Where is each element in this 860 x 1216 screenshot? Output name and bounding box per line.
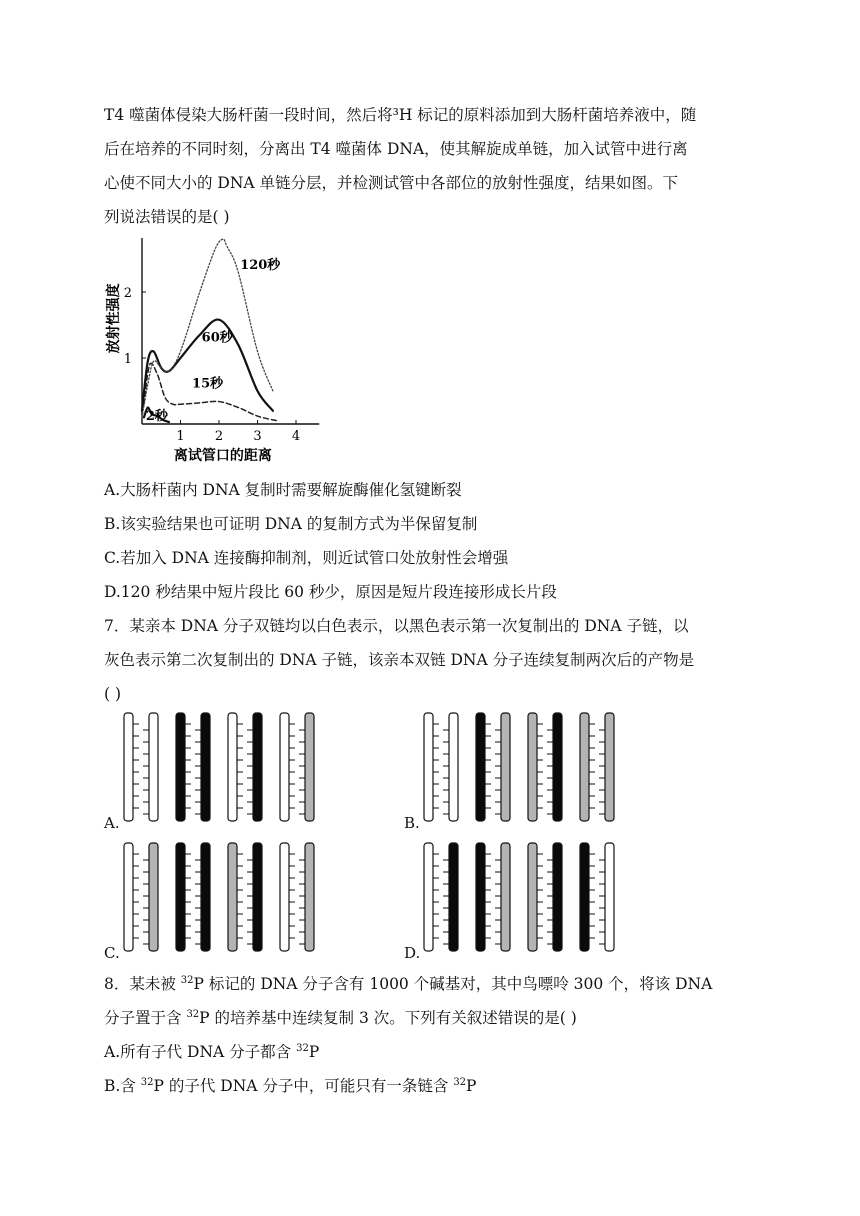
dna-strand-gray	[228, 843, 237, 951]
dna-strand-white	[424, 713, 433, 821]
dna-strand-black	[253, 843, 262, 951]
q7-stem-line-1: 7．某亲本 DNA 分子双链均以白色表示，以黑色表示第一次复制出的 DNA 子链，以	[104, 617, 689, 635]
q6-option-a: A.大肠杆菌内 DNA 复制时需要解旋酶催化氢键断裂	[104, 481, 462, 499]
q7-option-label: C.	[104, 944, 120, 962]
q6-stem-line-4: 列说法错误的是( )	[104, 208, 230, 226]
dna-molecule	[476, 843, 510, 951]
dna-strand-white	[280, 843, 289, 951]
q6-stem-line-3: 心使不同大小的 DNA 单链分层，并检测试管中各部位的放射性强度，结果如图。下	[104, 174, 679, 192]
dna-strand-black	[476, 843, 485, 951]
q7-stem-line-2: 灰色表示第二次复制出的 DNA 子链，该亲本双链 DNA 分子连续复制两次后的产物是	[104, 651, 695, 669]
x-tick-label: 4	[291, 429, 301, 444]
q8-stem-line-2: 分子置于含 $^{32}$P 的培养基中连续复制 3 次。下列有关叙述错误的是( )	[104, 1009, 577, 1027]
dna-strand-black	[176, 713, 185, 821]
dna-molecule	[424, 713, 458, 821]
dna-molecule	[476, 713, 510, 821]
series-label-2秒: 2秒	[145, 409, 168, 425]
dna-strand-black	[176, 843, 185, 951]
series-label-60秒: 60秒	[201, 330, 233, 346]
dna-molecule	[280, 713, 314, 821]
dna-strand-white	[424, 843, 433, 951]
x-axis-label: 离试管口的距离	[173, 448, 272, 464]
dna-molecule	[528, 843, 562, 951]
dna-strand-gray	[605, 713, 614, 821]
q7-option-figure	[122, 712, 316, 824]
dna-molecule	[424, 843, 458, 951]
dna-strand-black	[201, 713, 210, 821]
dna-strand-gray	[305, 713, 314, 821]
dna-strand-white	[280, 713, 289, 821]
q7-option-figure	[422, 712, 616, 824]
dna-strand-gray	[501, 843, 510, 951]
series-label-15秒: 15秒	[192, 376, 224, 392]
chart-axes	[105, 238, 319, 464]
dna-molecule	[580, 843, 614, 951]
dna-molecule	[228, 843, 262, 951]
dna-strand-gray	[149, 843, 158, 951]
y-tick-label: 1	[123, 352, 132, 367]
radioactivity-chart	[98, 238, 330, 470]
dna-molecule	[176, 843, 210, 951]
q7-option-label: D.	[404, 944, 421, 962]
dna-strand-gray	[305, 843, 314, 951]
dna-strand-black	[476, 713, 485, 821]
q7-option-label: B.	[404, 814, 420, 832]
dna-strand-black	[553, 713, 562, 821]
q7-option-figure	[122, 842, 316, 954]
dna-molecule	[280, 843, 314, 951]
q8-stem-line-1: 8．某未被 $^{32}$P 标记的 DNA 分子含有 1000 个碱基对，其中鸟嘌呤 300 个，将该 DNA	[104, 975, 713, 993]
dna-strand-gray	[501, 713, 510, 821]
dna-strand-white	[124, 713, 133, 821]
q6-option-b: B.该实验结果也可证明 DNA 的复制方式为半保留复制	[104, 515, 478, 533]
dna-molecule	[176, 713, 210, 821]
y-tick-label: 2	[123, 286, 132, 301]
dna-strand-gray	[580, 713, 589, 821]
dna-strand-black	[201, 843, 210, 951]
dna-strand-gray	[528, 843, 537, 951]
dna-strand-white	[605, 843, 614, 951]
x-tick-label: 1	[176, 429, 185, 444]
x-tick-label: 3	[253, 429, 262, 444]
q8-option-b: B.含 $^{32}$P 的子代 DNA 分子中，可能只有一条链含 $^{32}$P	[104, 1077, 477, 1095]
q6-stem-line-2: 后在培养的不同时刻，分离出 T4 噬菌体 DNA，使其解旋成单链，加入试管中进行离	[104, 140, 688, 158]
dna-strand-black	[253, 713, 262, 821]
dna-strand-black	[580, 843, 589, 951]
dna-strand-black	[449, 843, 458, 951]
dna-molecule	[580, 713, 614, 821]
series-label-120秒: 120秒	[240, 257, 281, 273]
dna-molecule	[124, 713, 158, 821]
q7-option-figure	[422, 842, 616, 954]
dna-molecule	[124, 843, 158, 951]
q6-option-d: D.120 秒结果中短片段比 60 秒少，原因是短片段连接形成长片段	[104, 583, 557, 601]
y-axis-label: 放射性强度	[106, 283, 122, 354]
dna-strand-white	[124, 843, 133, 951]
x-tick-label: 2	[214, 429, 224, 444]
q7-option-label: A.	[104, 814, 120, 832]
dna-molecule	[528, 713, 562, 821]
dna-strand-white	[149, 713, 158, 821]
dna-strand-white	[449, 713, 458, 821]
q6-stem-line-1: T4 噬菌体侵染大肠杆菌一段时间，然后将³H 标记的原料添加到大肠杆菌培养液中，随	[104, 106, 697, 124]
q6-option-c: C.若加入 DNA 连接酶抑制剂，则近试管口处放射性会增强	[104, 549, 509, 567]
q8-option-a: A.所有子代 DNA 分子都含 $^{32}$P	[104, 1043, 320, 1061]
q7-stem-line-3: ( )	[104, 685, 122, 703]
dna-strand-gray	[528, 713, 537, 821]
dna-strand-white	[228, 713, 237, 821]
dna-molecule	[228, 713, 262, 821]
dna-strand-black	[553, 843, 562, 951]
